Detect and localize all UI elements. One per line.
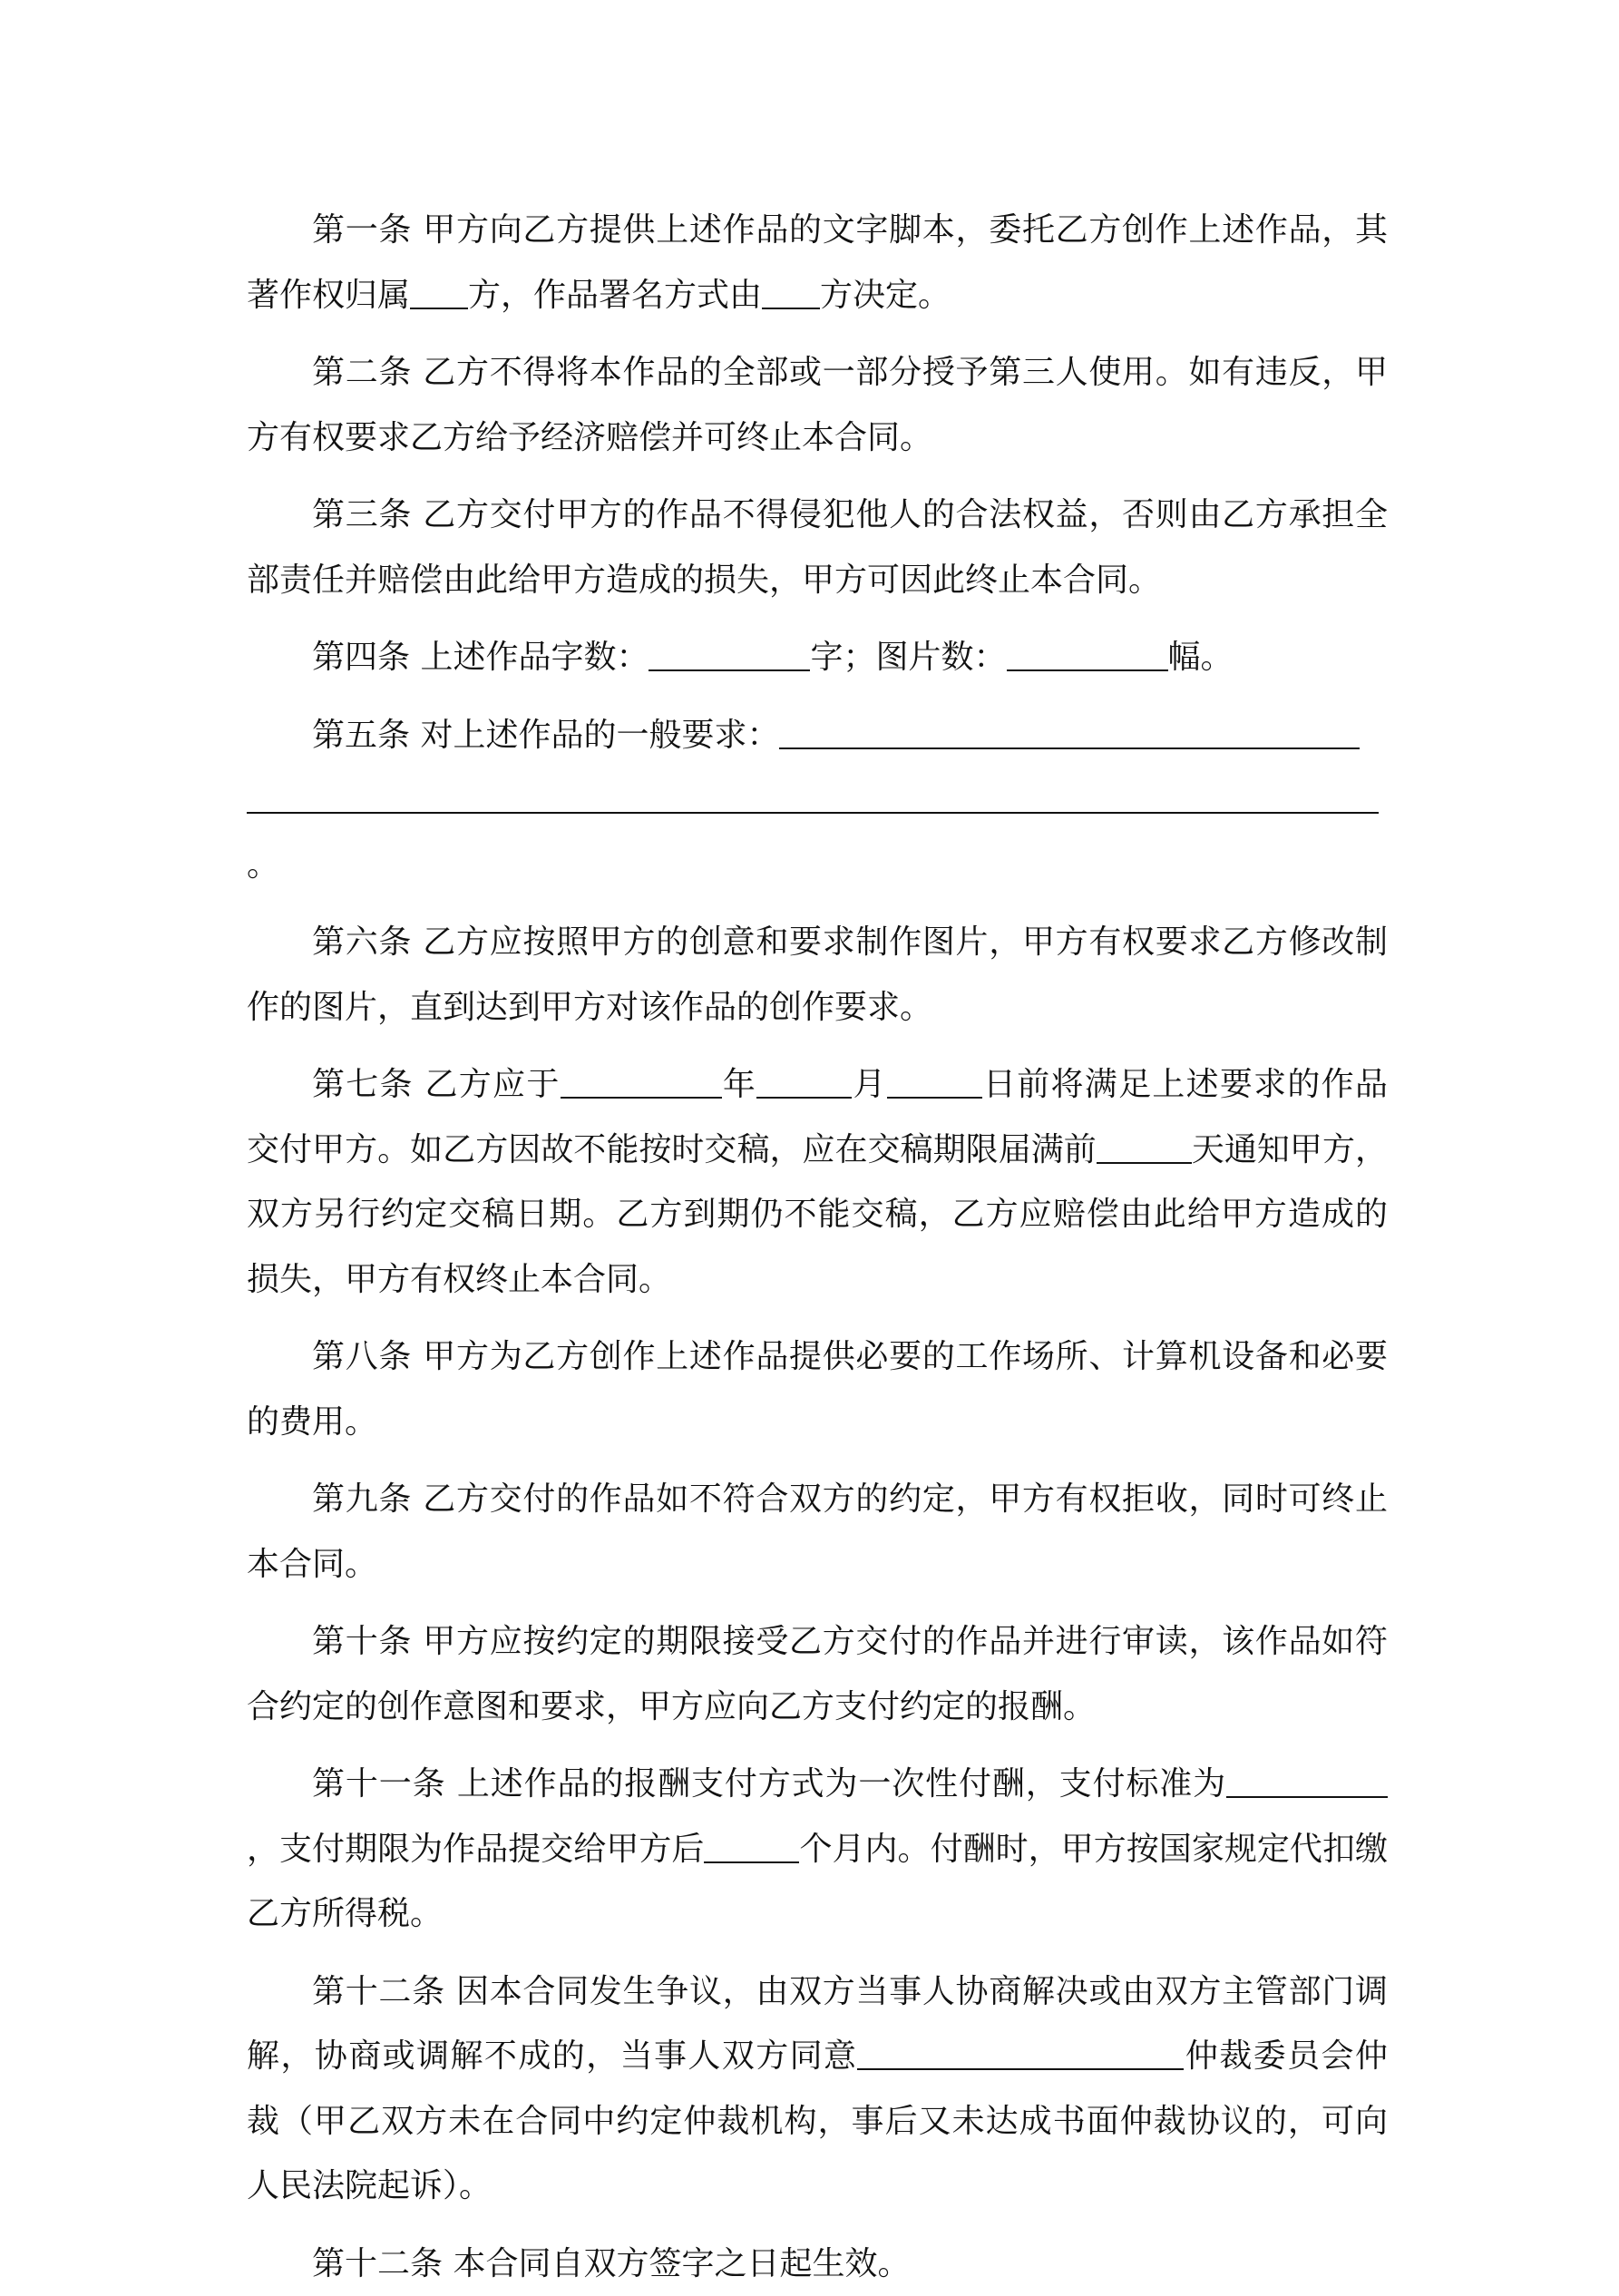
- blank-image-count[interactable]: [1007, 642, 1168, 671]
- article-8-label: 第八条: [312, 1338, 412, 1375]
- blank-general-requirements-2[interactable]: [247, 785, 1379, 814]
- article-8: 第八条 甲方为乙方创作上述作品提供必要的工作场所、计算机设备和必要的费用。: [247, 1324, 1388, 1454]
- article-13: 第十二条 本合同自双方签字之日起生效。: [247, 2232, 1388, 2296]
- article-5-label: 第五条: [312, 717, 410, 754]
- blank-delivery-year[interactable]: [561, 1070, 722, 1099]
- article-13-label: 第十二条: [312, 2245, 443, 2282]
- blank-delivery-month[interactable]: [756, 1070, 852, 1099]
- article-7: 第七条 乙方应于 年 月 日前将满足上述要求的作品交付甲方。如乙方因故不能按时交稿，应在交稿期限届满前 天通知甲方，双方另行约定交稿日期。乙方到期仍不能交稿，乙方应赔偿由此给甲方造成的损失，甲方有权终止本合同。: [247, 1052, 1388, 1312]
- blank-word-count[interactable]: [649, 642, 810, 671]
- article-7-label: 第七条: [312, 1066, 414, 1103]
- blank-copyright-owner[interactable]: [410, 280, 468, 309]
- article-1-label: 第一条: [312, 211, 412, 249]
- article-9: 第九条 乙方交付的作品如不符合双方的约定，甲方有权拒收，同时可终止本合同。: [247, 1467, 1388, 1597]
- article-12-label: 第十二条: [312, 1973, 445, 2010]
- article-2: 第二条 乙方不得将本作品的全部或一部分授予第三人使用。如有违反，甲方有权要求乙方给予经济赔偿并可终止本合同。: [247, 340, 1388, 470]
- article-3: 第三条 乙方交付甲方的作品不得侵犯他人的合法权益，否则由乙方承担全部责任并赔偿由此给甲方造成的损失，甲方可因此终止本合同。: [247, 483, 1388, 612]
- article-6-label: 第六条: [312, 923, 412, 961]
- article-5: 第五条 对上述作品的一般要求：: [247, 703, 1388, 768]
- blank-signature-decider[interactable]: [762, 280, 820, 309]
- article-11-label: 第十一条: [312, 1765, 446, 1803]
- article-9-label: 第九条: [312, 1480, 412, 1518]
- article-4: 第四条 上述作品字数： 字；图片数： 幅。: [247, 625, 1388, 690]
- article-11: 第十一条 上述作品的报酬支付方式为一次性付酬，支付标准为，支付期限为作品提交给甲方后 个月内。付酬时，甲方按国家规定代扣缴乙方所得税。: [247, 1752, 1388, 1947]
- article-4-label: 第四条: [312, 639, 410, 676]
- contract-page: [247, 198, 1388, 2296]
- blank-general-requirements-1[interactable]: [779, 720, 1360, 749]
- article-3-label: 第三条: [312, 496, 412, 533]
- article-10: 第十条 甲方应按约定的期限接受乙方交付的作品并进行审读，该作品如符合约定的创作意图和要求，甲方应向乙方支付约定的报酬。: [247, 1609, 1388, 1739]
- blank-arbitration-committee[interactable]: [857, 2041, 1184, 2070]
- article-10-label: 第十条: [312, 1623, 412, 1660]
- blank-payment-months[interactable]: [704, 1834, 799, 1863]
- article-6: 第六条 乙方应按照甲方的创意和要求制作图片，甲方有权要求乙方修改制作的图片，直到达到甲方对该作品的创作要求。: [247, 910, 1388, 1040]
- blank-delivery-day[interactable]: [887, 1070, 982, 1099]
- article-2-label: 第二条: [312, 354, 412, 391]
- blank-payment-standard[interactable]: [1226, 1769, 1388, 1798]
- article-5-continued: 。: [247, 767, 1388, 897]
- blank-notice-days[interactable]: [1097, 1135, 1192, 1164]
- article-1: 第一条 甲方向乙方提供上述作品的文字脚本，委托乙方创作上述作品，其著作权归属 方，作品署名方式由 方决定。: [247, 198, 1388, 327]
- article-12: 第十二条 因本合同发生争议，由双方当事人协商解决或由双方主管部门调解，协商或调解不成的，当事人双方同意 仲裁委员会仲裁（甲乙双方未在合同中约定仲裁机构，事后又未达成书面仲裁协议的，可向人民法院起诉）。: [247, 1959, 1388, 2219]
